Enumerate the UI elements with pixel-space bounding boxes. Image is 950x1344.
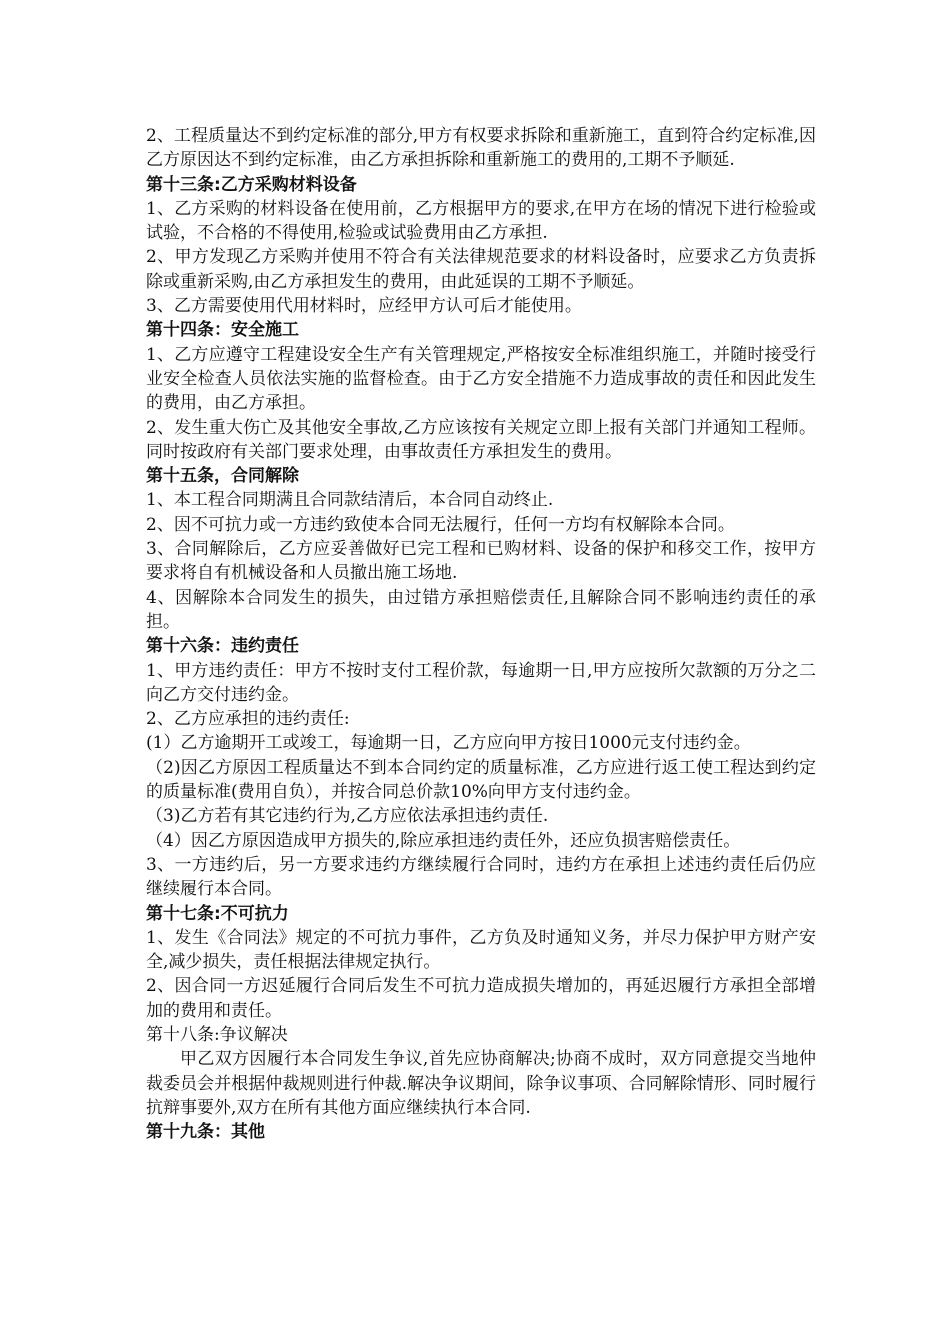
paragraph: （4）因乙方原因造成甲方损失的,除应承担违约责任外，还应负损害赔偿责任。 [146, 830, 741, 851]
section-heading: 第十九条：其他 [146, 1122, 265, 1143]
section-heading: 第十七条:不可抗力 [146, 903, 289, 924]
paragraph: 3、乙方需要使用代用材料时，应经甲方认可后才能使用。 [146, 296, 582, 317]
section-heading: 第十四条：安全施工 [146, 320, 299, 341]
paragraph: 3、一方违约后，另一方要求违约方继续履行合同时，违约方在承担上述违约责任后仍应继续履行本合同。 [146, 854, 816, 900]
paragraph: 1、本工程合同期满且合同款结清后，本合同自动终止. [146, 490, 554, 511]
paragraph: 4、因解除本合同发生的损失，由过错方承担赔偿责任,且解除合同不影响违约责任的承担。 [146, 587, 816, 632]
section-heading: 第十三条:乙方采购材料设备 [146, 174, 357, 195]
document-page [146, 124, 816, 1144]
paragraph: （3)乙方若有其它违约行为,乙方应依法承担违约责任. [146, 806, 549, 827]
paragraph: 2、因合同一方迟延履行合同后发生不可抗力造成损失增加的，再延迟履行方承担全部增加的费用和责任。 [146, 976, 816, 1021]
paragraph: (1）乙方逾期开工或竣工，每逾期一日，乙方应向甲方按日1000元支付违约金。 [146, 733, 751, 754]
paragraph: 2、甲方发现乙方采购并使用不符合有关法律规范要求的材料设备时，应要求乙方负责拆除或重新采购,由乙方承担发生的费用，由此延误的工期不予顺延。 [146, 247, 816, 292]
paragraph: 1、乙方采购的材料设备在使用前，乙方根据甲方的要求,在甲方在场的情况下进行检验或试验，不合格的不得使用,检验或试验费用由乙方承担. [146, 198, 816, 244]
paragraph: 2、乙方应承担的违约责任: [146, 709, 350, 730]
paragraph: （2)因乙方原因工程质量达不到本合同约定的质量标准，乙方应进行返工使工程达到约定的质量标准(费用自负），并按合同总价款10%向甲方支付违约金。 [146, 757, 816, 803]
section-heading: 第十八条:争议解决 [146, 1024, 288, 1045]
paragraph: 甲乙双方因履行本合同发生争议,首先应协商解决;协商不成时，双方同意提交当地仲裁委员会并根据仲裁规则进行仲裁.解决争议期间，除争议事项、合同解除情形、同时履行抗辩事要外,双方在所有其他方面应继续执行本合同. [146, 1049, 816, 1118]
paragraph: 1、甲方违约责任：甲方不按时支付工程价款，每逾期一日,甲方应按所欠款额的万分之二向乙方交付违约金。 [146, 660, 816, 705]
paragraph: 1、乙方应遵守工程建设安全生产有关管理规定,严格按安全标准组织施工，并随时接受行业安全检查人员依法实施的监督检查。由于乙方安全措施不力造成事故的责任和因此发生的费用，由乙方承担。 [146, 344, 816, 414]
section-heading: 第十五条，合同解除 [146, 466, 299, 487]
paragraph: 2、发生重大伤亡及其他安全事故,乙方应该按有关规定立即上报有关部门并通知工程师。同时按政府有关部门要求处理，由事故责任方承担发生的费用。 [146, 417, 816, 462]
paragraph: 2、工程质量达不到约定标准的部分,甲方有权要求拆除和重新施工，直到符合约定标准,因乙方原因达不到约定标准，由乙方承担拆除和重新施工的费用的,工期不予顺延. [146, 126, 816, 171]
paragraph: 2、因不可抗力或一方违约致使本合同无法履行，任何一方均有权解除本合同。 [146, 514, 735, 535]
paragraph: 3、合同解除后，乙方应妥善做好已完工程和已购材料、设备的保护和移交工作，按甲方要求将自有机械设备和人员撤出施工场地. [146, 539, 816, 584]
paragraph: 1、发生《合同法》规定的不可抗力事件，乙方负及时通知义务，并尽力保护甲方财产安全,减少损失，责任根据法律规定执行。 [146, 927, 816, 973]
section-heading: 第十六条：违约责任 [146, 636, 299, 657]
